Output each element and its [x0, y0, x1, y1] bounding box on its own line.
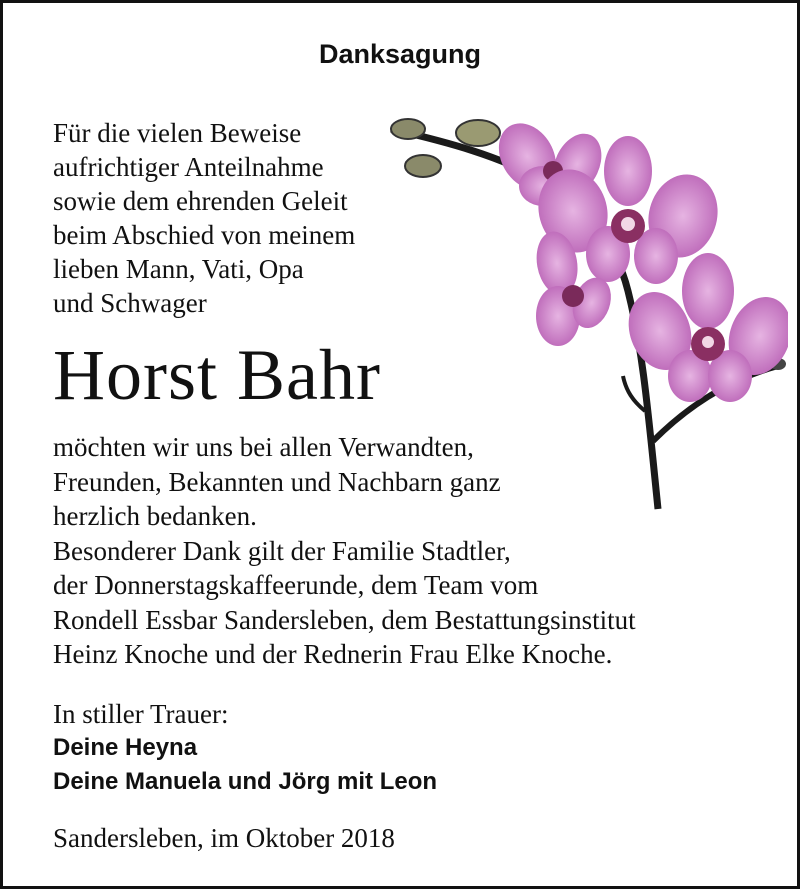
thank-you-text: [53, 430, 636, 672]
intro-line: und Schwager: [53, 288, 207, 318]
intro-line: Für die vielen Beweise: [53, 118, 302, 148]
mourner-name: Deine Manuela und Jörg mit Leon: [53, 768, 438, 795]
mourners-block: [53, 697, 437, 799]
intro-line: aufrichtiger Anteilnahme: [53, 152, 324, 182]
intro-line: beim Abschied von meinem: [53, 220, 356, 250]
intro-text: [53, 116, 355, 320]
intro-line: sowie dem ehrenden Geleit: [53, 186, 348, 216]
body-line: der Donnerstagskaffeerunde, dem Team vom: [53, 570, 539, 600]
dateline: Sandersleben, im Oktober 2018: [53, 823, 395, 853]
body-line: Heinz Knoche und der Rednerin Frau Elke Knoche.: [53, 639, 613, 669]
body-line: Freunden, Bekannten und Nachbarn ganz: [53, 466, 501, 497]
body-line: Rondell Essbar Sandersleben, dem Bestattungsinstitut: [53, 604, 636, 635]
heading: Danksagung: [318, 39, 482, 69]
body-line: herzlich bedanken.: [53, 501, 257, 531]
body-line: Besonderer Dank gilt der Familie Stadtler,: [53, 535, 511, 566]
body-line: möchten wir uns bei allen Verwandten,: [53, 432, 474, 462]
intro-line: lieben Mann, Vati, Opa: [53, 254, 304, 284]
mourner-name: Deine Heyna: [53, 734, 198, 761]
mourning-intro: In stiller Trauer:: [53, 699, 229, 729]
deceased-name: Horst Bahr: [53, 335, 381, 415]
